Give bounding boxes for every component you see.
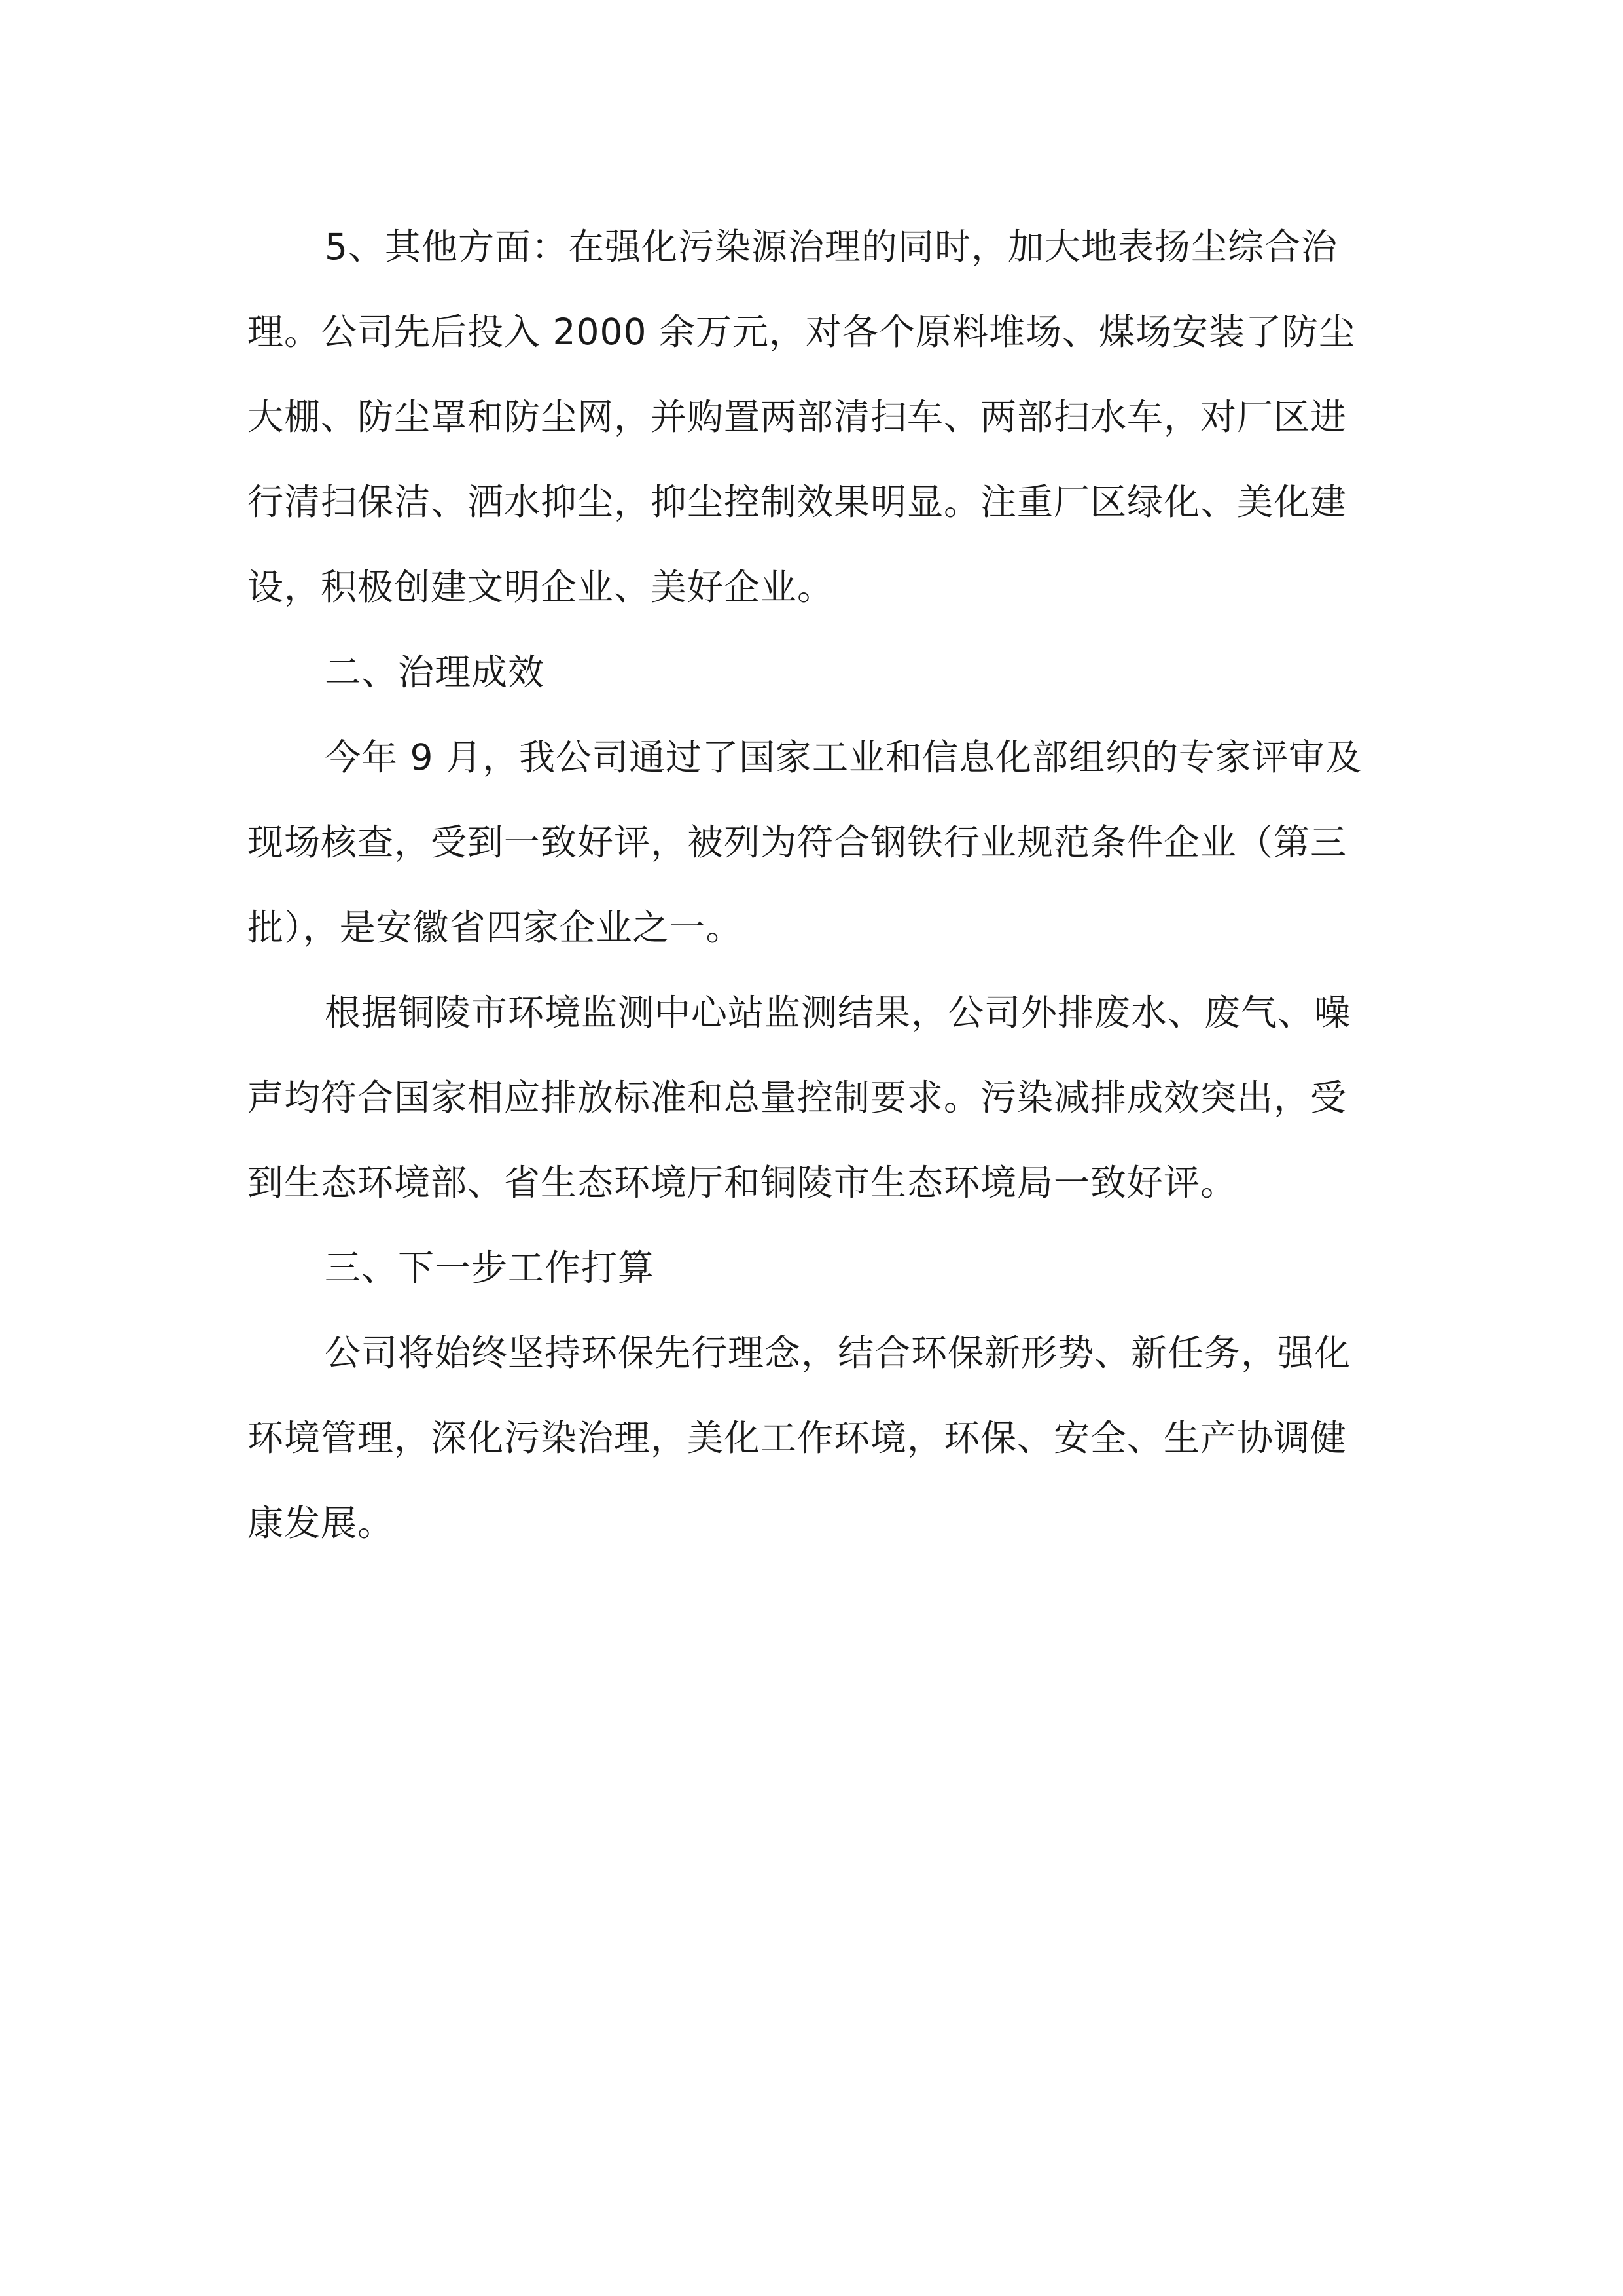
paragraph-line: 环境管理，深化污染治理，美化工作环境，环保、安全、生产协调健 [247,1417,1347,1459]
paragraph-line: 到生态环境部、省生态环境厅和铜陵市生态环境局一致好评。 [247,1162,1238,1204]
paragraph-line: 声均符合国家相应排放标准和总量控制要求。污染减排成效突出，受 [247,1077,1347,1119]
paragraph-line: 设，积极创建文明企业、美好企业。 [247,566,834,608]
paragraph-line: 行清扫保洁、洒水抑尘，抑尘控制效果明显。注重厂区绿化、美化建 [247,481,1347,523]
heading-text: 二、治理成效 [325,651,545,693]
section-heading-results [247,630,1393,715]
paragraph-line: 批），是安徽省四家企业之一。 [247,906,743,948]
paragraph-line: 5、其他方面：在强化污染源治理的同时，加大地表扬尘综合治 [325,226,1338,268]
paragraph-line: 现场核查，受到一致好评，被列为符合钢铁行业规范条件企业（第三 [247,821,1347,863]
paragraph-line: 理。公司先后投入 2000 余万元，对各个原料堆场、煤场安装了防尘 [247,311,1355,353]
paragraph-line: 大棚、防尘罩和防尘网，并购置两部清扫车、两部扫水车，对厂区进 [247,396,1347,438]
paragraph-line: 根据铜陵市环境监测中心站监测结果，公司外排废水、废气、噪 [325,992,1351,1033]
paragraph-line: 康发展。 [247,1502,395,1544]
heading-text: 三、下一步工作打算 [325,1247,655,1289]
paragraph-line: 今年 9 月，我公司通过了国家工业和信息化部组织的专家评审及 [325,736,1362,778]
paragraph-line: 公司将始终坚持环保先行理念，结合环保新形势、新任务，强化 [325,1332,1351,1374]
paragraph-plan [247,1310,1393,1566]
paragraph-monitoring [247,970,1393,1225]
paragraph-other-aspects [247,204,1393,630]
document-body [247,204,1393,1566]
paragraph-review [247,715,1393,970]
section-heading-next-steps [247,1225,1393,1310]
